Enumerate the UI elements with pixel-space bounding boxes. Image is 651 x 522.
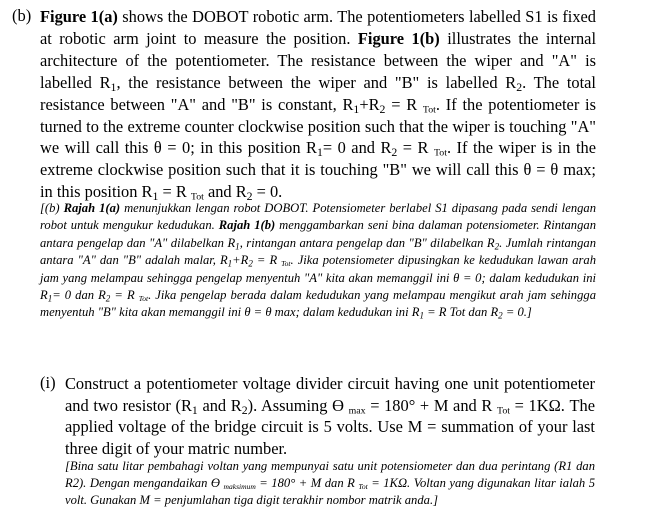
figure-ref: Rajah 1(b) [218, 218, 276, 233]
figure-ref: Figure 1(b) [357, 28, 440, 48]
part-i-english-paragraph: Construct a potentiometer voltage divider circuit having one unit potentiometer and two resistor ($R_1$ and $R_2$). Assuming ϴ $_{max}$ = 180° + M and R $_{Tot}$ = 1KΩ. The applied voltage of the bridge circuit is 5 volts. Use M = summation of your last three digit of your matric number. [65, 374, 596, 458]
part-i-malay-translation: [Bina satu litar pembahagi voltan yang mempunyai satu unit potensiometer dan dua perintang (R1 dan R2). Dengan mengandaikan ϴ $_{maksimum}$ = 180° + M dan R $_{Tot}$ = 1KΩ. Voltan yang digunakan litar ialah 5 volt. Gunakan M = penjumlahan tiga digit terakhir nombor matrik anda.] [65, 459, 595, 507]
part-b-english-paragraph: Figure 1(a) shows the DOBOT robotic arm. The potentiometers labelled S1 is fixed at robotic arm joint to measure the position. Figure 1(b) illustrates the internal architecture of the potentiometer. The resistance between the wiper and "A" is labelled $R_1$, the resistance between the wiper and "B" is labelled $R_2$. The total resistance between "A" and "B" is constant, $R_1+R_2 = R$ $_{Tot}$. If the potentiometer is turned to the extreme counter clockwise position such that the wiper is touching "A" we will call this θ = 0; in this position $R_1= 0$ and $R_2 = R$ $_{Tot}$. If the wiper is in the extreme clockwise position such that it is touching "B" we will call this θ = θ max; in this position $R_1 = R$ $_{Tot}$ and $R_2 = 0$. [40, 7, 596, 204]
part-i-marker: (i) [40, 373, 56, 392]
part-b-malay-translation: [(b) Rajah 1(a) menunjukkan lengan robot DOBOT. Potensiometer berlabel S1 dipasang pada sendi lengan robot untuk mengukur kedudukan. Rajah 1(b) menggambarkan seni bina dalaman potensiometer. Rintangan antara pengelap dan "A" dilabelkan $R_1$, rintangan antara pengelap dan "B" dilabelkan $R_2$. Jumlah rintangan antara "A" dan "B" adalah malar, $R_1+R_2 = R$ $_{Tot}$. Jika potensiometer dipusingkan ke kedudukan lawan arah jam yang melampau sehingga pengelap menyentuh "A" kita akan memanggil ini θ = 0; dalam kedudukan ini $R_1= 0$ dan $R_2 = R$ $_{Tot}$. Jika pengelap berada dalam kedudukan yang melampau mengikut arah jam sehingga menyentuh "B" kita akan memanggil ini θ = θ max; dalam kedudukan ini $R_1 = R$ Tot dan $R_2 = 0$.] [40, 201, 597, 321]
part-b-marker: (b) [12, 6, 32, 25]
figure-ref: Figure 1(a) [40, 7, 118, 26]
figure-ref: Rajah 1(a) [63, 201, 121, 215]
